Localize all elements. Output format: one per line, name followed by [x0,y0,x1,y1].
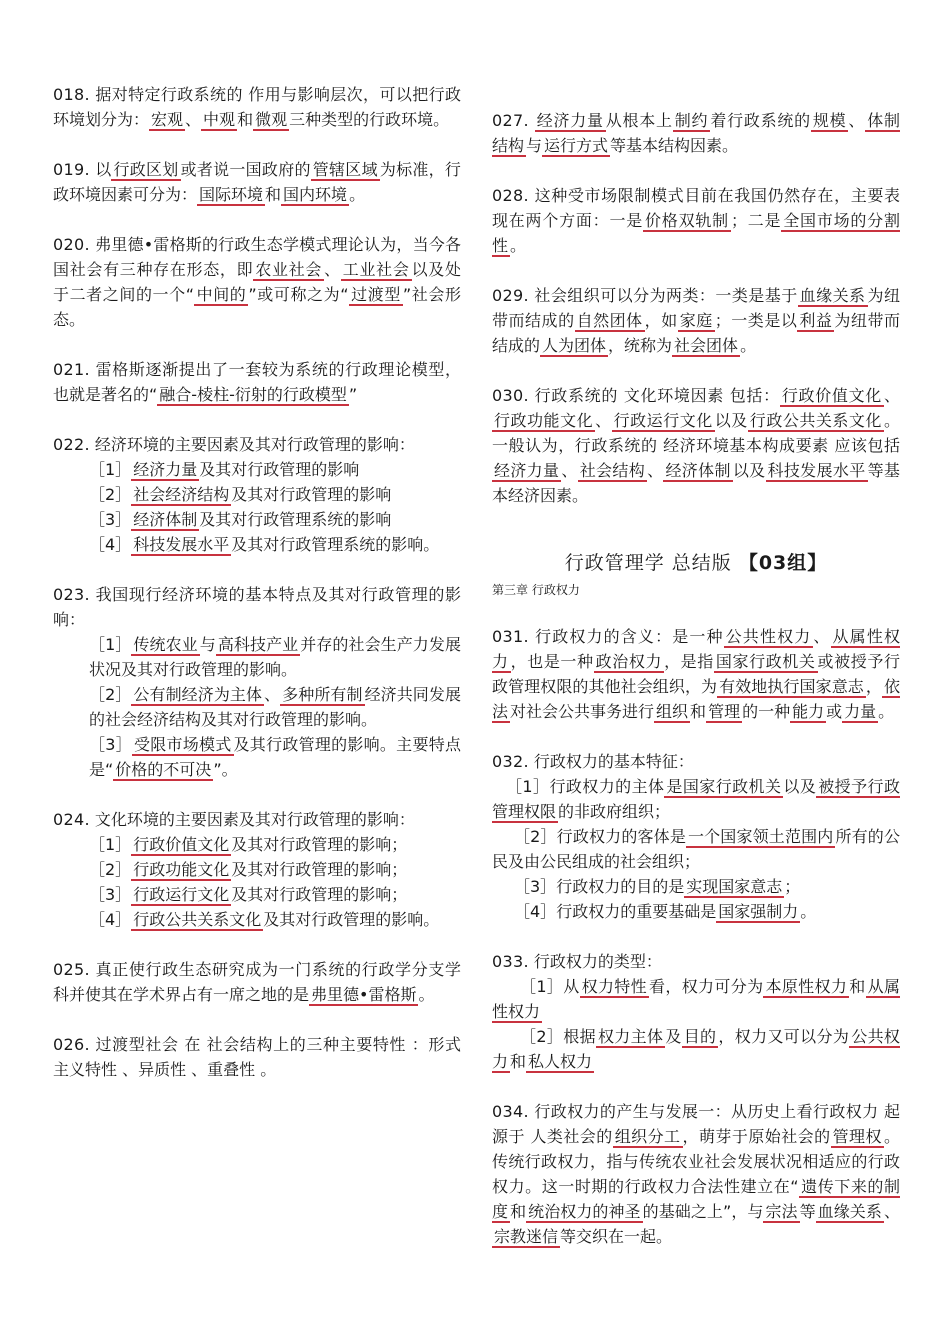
section-title: 行政管理学 总结版 【03组】 [564,552,828,574]
item-025: 025. 真正使行政生态研究成为一门系统的行政学分支学科并使其在学术界占有一席之地的是 弗里德•雷格斯 。 [53,960,461,1004]
item-033-sub-1: ［1］从 权力特性 看，权力可分为 本原性权力 和 从属性权力 [492,977,900,1021]
item-024-sub-1: ［1］ 行政价值文化 及其对行政管理的影响； [89,835,408,854]
item-032-sub-3: ［3］行政权力的目的是 实现国家意志 ； [514,877,801,896]
item-034: 034. 行政权力的产生与发展一：从历史上看行政权力 起源于 人类社会的 组织分工 ，萌芽于原始社会的 管理权 。传统行政权力，指与传统农业社会发展状况相适应的行政权力。这一时期的行政权力合法性建立在“ 遗传下来的制度 和 统治权力的神圣 的基础之上”，与 宗法 等 血缘关系 、宗教迷信 等交织在一起。 [492,1102,900,1246]
item-029: 029. 社会组织可以分为两类：一类是基于 血缘关系 为纽带而结成的 自然团体 ，如 家庭 ；一类是以 利益 为纽带而结成的 人为团体 ，统称为 社会团体 。 [492,286,900,355]
item-022-sub-1: ［1］ 经济力量 及其对行政管理的影响 [89,460,360,479]
item-023-sub-2: ［2］ 公有制经济为主体 、 多种所有制 经济共同发展的社会经济结构及其对行政管理的影响。 [89,685,461,729]
item-019: 019. 以 行政区划 或者说一国政府的 管辖区域 为标准，行政环境因素可分为： 国际环境 和 国内环境 。 [53,160,461,204]
item-023-sub-3: ［3］ 受限市场模式 及其行政管理的影响。主要特点是“ 价格的不可决 ”。 [89,735,461,779]
chapter-heading: 第三章 行政权力 [492,583,580,597]
item-030: 030. 行政系统的 文化环境因素 包括： 行政价值文化 、行政功能文化 、 行政运行文化 以及 行政公共关系文化 。一般认为，行政系统的 经济环境基本构成要素 应该包括经济力量 、 社会结构 、 经济体制 以及 科技发展水平 等基本经济因素。 [492,386,900,505]
item-032-sub-4: ［4］行政权力的重要基础是 国家强制力 。 [514,902,817,921]
item-031: 031. 行政权力的含义：是一种 公共性权力 、 从属性权力 ，也是一种 政治权力 ，是指 国家行政机关 或被授予行政管理权限的其他社会组织，为 有效地执行国家意志 ， 依法 对社会公共事务进行 组织 和 管理 的一种 能力 或 力量 。 [492,627,900,721]
item-022-sub-2: ［2］ 社会经济结构 及其对行政管理的影响 [89,485,392,504]
item-023: 023. 我国现行经济环境的基本特点及其对行政管理的影响： ［1］ 传统农业 与 高科技产业 并存的社会生产力发展状况及其对行政管理的影响。 ［2］ 公有制经济为主体 、 多种所有制 经济共同发展的社会经济结构及其对行政管理的影响。 ［3］ 受限市场模式 及其行政管理的影响。主要特点是“ 价格的不可决 ”。 [53,582,461,782]
item-018: 018. 据对特定行政系统的 作用与影响层次，可以把行政环境划分为： 宏观 、 中观 和 微观 三种类型的行政环境。 [53,85,461,129]
item-032-sub-1: ［1］行政权力的主体 是国家行政机关 以及 被授予行政管理权限 的非政府组织； [492,777,900,821]
item-022-sub-3: ［3］ 经济体制 及其对行政管理系统的影响 [89,510,392,529]
right-column [492,108,900,1249]
item-023-sub-1: ［1］ 传统农业 与 高科技产业 并存的社会生产力发展状况及其对行政管理的影响。 [89,635,461,679]
item-033-sub-2: ［2］根据 权力主体 及 目的 ，权力又可以分为 公共权力 和 私人权力 [492,1027,900,1071]
item-022: 022. 经济环境的主要因素及其对行政管理的影响： ［1］ 经济力量 及其对行政管理的影响 ［2］ 社会经济结构 及其对行政管理的影响 ［3］ 经济体制 及其对行政管理系统的影响 ［4］ 科技发展水平 及其对行政管理系统的影响。 [53,432,461,557]
item-032: 032. 行政权力的基本特征： ［1］行政权力的主体 是国家行政机关 以及 被授予行政管理权限 的非政府组织； ［2］行政权力的客体是 一个国家领土范围内 所有的公民及由公民组成的社会组织； ［3］行政权力的目的是 实现国家意志 ； ［4］行政权力的重要基础是 国家强制力 。 [492,749,900,924]
item-022-sub-4: ［4］ 科技发展水平 及其对行政管理系统的影响。 [89,535,440,554]
item-024-sub-3: ［3］ 行政运行文化 及其对行政管理的影响； [89,885,408,904]
item-028: 028. 这种受市场限制模式目前在我国仍然存在，主要表现在两个方面：一是 价格双轨制 ；二是 全国市场的分割性 。 [492,186,900,255]
left-column [53,82,461,1082]
item-021: 021. 雷格斯逐渐提出了一套较为系统的行政理论模型，也就是著名的“ 融合-棱柱-衍射的行政模型 ” [53,360,461,404]
item-026: 026. 过渡型社会 在 社会结构上的三种主要特性 ：形式主义特性 、异质性 、重叠性 。 [53,1035,461,1079]
item-020: 020. 弗里德•雷格斯的行政生态学模式理论认为，当今各国社会有三种存在形态，即 农业社会 、 工业社会 以及处于二者之间的一个“ 中间的 ”或可称之为“ 过渡型 ”社会形态。 [53,235,461,329]
item-024: 024. 文化环境的主要因素及其对行政管理的影响： ［1］ 行政价值文化 及其对行政管理的影响； ［2］ 行政功能文化 及其对行政管理的影响； ［3］ 行政运行文化 及其对行政管理的影响； ［4］ 行政公共关系文化 及其对行政管理的影响。 [53,807,461,932]
item-033: 033. 行政权力的类型： ［1］从 权力特性 看，权力可分为 本原性权力 和 从属性权力 ［2］根据 权力主体 及 目的 ，权力又可以分为 公共权力 和 私人权力 [492,949,900,1074]
item-024-sub-2: ［2］ 行政功能文化 及其对行政管理的影响； [89,860,408,879]
item-024-sub-4: ［4］ 行政公共关系文化 及其对行政管理的影响。 [89,910,440,929]
item-032-sub-2: ［2］行政权力的客体是 一个国家领土范围内 所有的公民及由公民组成的社会组织； [492,827,900,871]
item-027: 027. 经济力量 从根本上 制约 着行政系统的 规模 、 体制结构 与 运行方式 等基本结构因素。 [492,111,900,155]
